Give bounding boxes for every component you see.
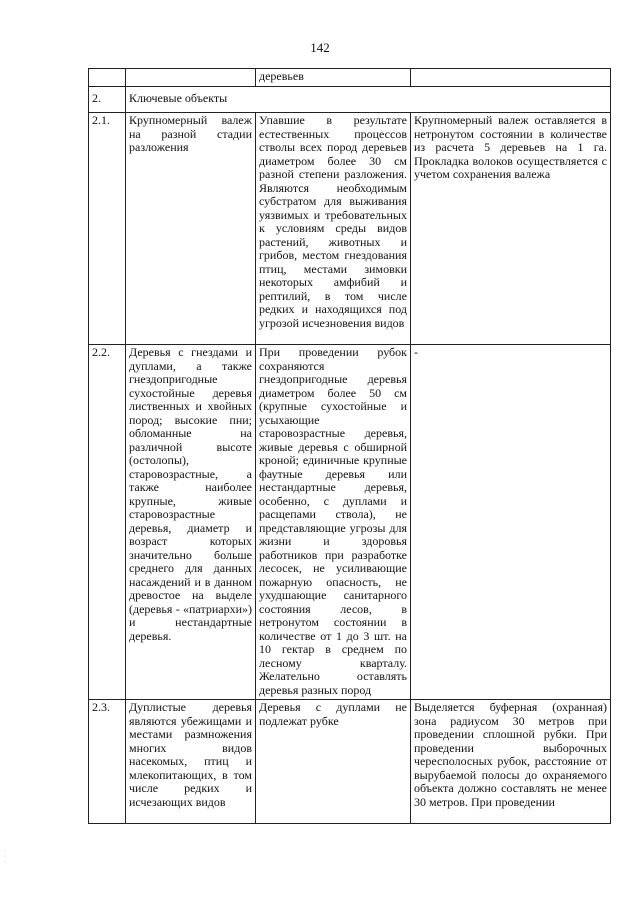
measures-cell: Выделяется буферная (охранная) зона радиусом 30 метров при проведении сплошной рубки. При проведении выборочных чересполосных рубок, расстояние от вырубаемой полосы до охраняемого объекта должно составлять не менее 30 метров. При проведении [411,700,611,824]
description-cell: При проведении рубок сохраняются гнездопригодные деревья диаметром более 50 см (крупные сухостойные и усыхающие старовозрастные деревья, живые деревья с обширной кроной; единичные крупные фаутные деревья или нестандартные деревья, особенно, с дуплами и расщепами ствола), не представляющие угрозы для жизни и здоровья работников при разработке лесосек, не усиливающие пожарную опасность, не ухудшающие санитарного состояния лесов, в нетронутом состоянии в количестве от 1 до 3 шт. на 10 гектар в среднем по лесному кварталу. Желательно оставлять деревья разных пород [256,345,411,700]
object-cell: Деревья с гнездами и дуплами, а также гнездопригодные сухостойные деревья лиственных и хвойных пород; высокие пни; обломанные на различной высоте (остолопы), старовозрастные, а также наиболее крупные, живые старовозрастные деревья, диаметр и возраст которых значительно больше среднего для данных насаждений и в данном древостое на выделе (деревья - «патриархи») и нестандартные деревья. [126,345,256,700]
table-row [89,345,611,700]
measures-cell: Крупномерный валеж оставляется в нетронутом состоянии в количестве из расчета 5 деревьев на 1 га. Прокладка волоков осуществляется с учетом сохранения валежа [411,113,611,345]
key-objects-table [88,68,611,824]
row-number-cell: 2.2. [89,345,126,700]
object-cell: Крупномерный валеж на разной стадии разложения [126,113,256,345]
measures-cell [411,69,611,87]
scan-artifact: · · · [4,848,6,866]
measures-cell: - [411,345,611,700]
description-cell: Деревья с дуплами не подлежат рубке [256,700,411,824]
row-number-cell: 2.3. [89,700,126,824]
page-number: 142 [310,40,330,55]
table-row [89,69,611,87]
section-row [89,87,611,113]
table-row [89,700,611,824]
description-cell: деревьев [256,69,411,87]
object-cell: Дуплистые деревья являются убежищами и местами размножения многих видов насекомых, птиц и млекопитающих, в том числе редких и исчезающих видов [126,700,256,824]
section-number-cell: 2. [89,87,126,113]
table-row [89,113,611,345]
row-number-cell [89,69,126,87]
description-cell: Упавшие в результате естественных процессов стволы всех пород деревьев диаметром более 30 см разной степени разложения. Являются необходимым субстратом для выживания уязвимых и требовательных к условиям среды видов растений, животных и грибов, местом гнездования птиц, местами зимовки некоторых амфибий и рептилий, в том числе редких и находящихся под угрозой исчезновения видов [256,113,411,345]
object-cell [126,69,256,87]
section-title-cell: Ключевые объекты [126,87,611,113]
row-number-cell: 2.1. [89,113,126,345]
